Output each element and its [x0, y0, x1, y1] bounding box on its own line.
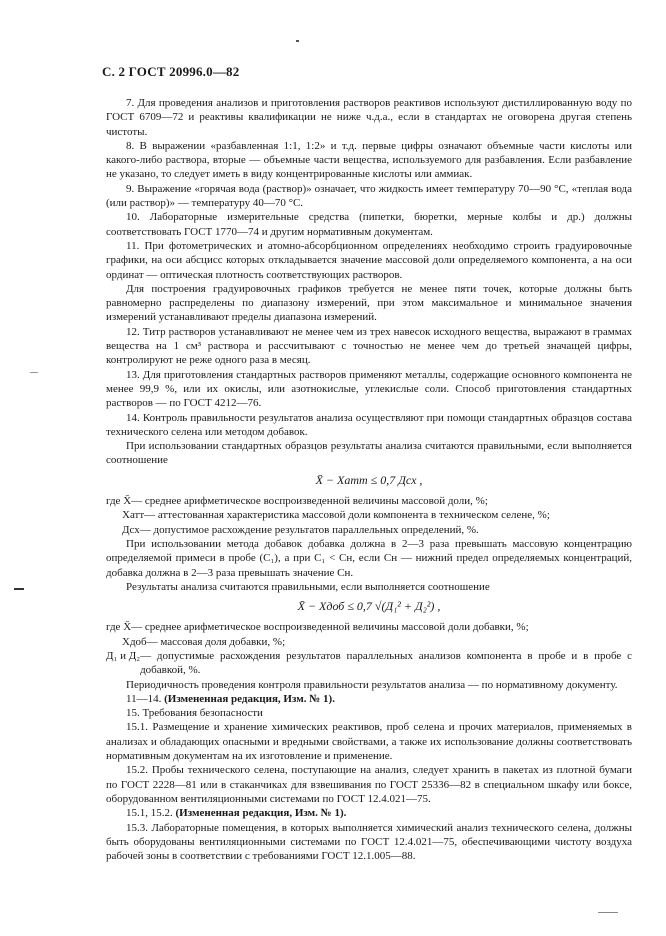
edition-prefix: 15.1, 15.2.: [126, 807, 176, 820]
legend-symbol: Д₁ и Д₂: [106, 649, 141, 662]
edition-change-label: (Измененная редакция, Изм. № 1).: [164, 692, 335, 705]
paragraph-14d: Результаты анализа считаются правильными, если выполняется соотношение: [126, 580, 490, 593]
legend-row: [106, 523, 632, 537]
legend-definition: — допустимые расхождения результатов параллельных анализов компонента в пробе и в пробе с добавкой, %.: [140, 649, 632, 677]
scan-speck: [598, 912, 618, 913]
formula-additive-method: X̄ − Xдоб ≤ 0,7 √(Д₁² + Д₂²) ,: [297, 599, 441, 614]
legend-formula-1: [106, 494, 632, 537]
legend-row: [106, 494, 632, 508]
legend-definition: — допустимое расхождение результатов параллельных определений, %.: [139, 523, 479, 536]
paragraph-8: 8. В выражении «разбавленная 1:1, 1:2» и т.д. первые цифры означают объемные части кислоты или какого-либо раствора, вторые — объемные части вещества, используемого для разбавления. Если разбавление не указано, то следует иметь в виду концентрированные кислоты или аммиак.: [106, 139, 632, 181]
edition-note-15: [106, 806, 632, 820]
formula-standard-samples: X̄ − Xатт ≤ 0,7 Дсх ,: [315, 472, 423, 487]
paragraph-14c: При использовании метода добавок добавка должна в 2—3 раза превышать массовую концентрацию определяемой примеси в пробе (C₁), а при C₁ < Cн, если Cн — нижний предел определяемых концентраций, добавка должна в 2—3 раза превышать значение Cн.: [106, 537, 632, 579]
legend-definition: — аттестованная характеристика массовой доли компонента в техническом селене, %;: [144, 509, 550, 522]
legend-row: [106, 620, 632, 634]
paragraph-11: 11. При фотометрических и атомно-абсорбционном определениях необходимо строить градуировочные графики, на оси абсцисс которых откладывается значение массовой доли определяемого компонента, а на оси ординат — оптическая плотность соответствующих растворов.: [106, 239, 632, 281]
edition-change-label: (Измененная редакция, Изм. № 1).: [175, 807, 347, 820]
page-header: С. 2 ГОСТ 20996.0—82: [102, 64, 240, 79]
paragraph-10: 10. Лабораторные измерительные средства (пипетки, бюретки, мерные колбы и др.) должны соответствовать ГОСТ 1770—74 и другим нормативным документам.: [106, 211, 632, 238]
scan-mark: [14, 588, 24, 590]
paragraph-12: 12. Титр растворов устанавливают не менее чем из трех навесок исходного вещества, выражают в граммах вещества на 1 см³ раствора и рассчитывают с точностью не менее чем до третьей значащей цифры, контролируют не реже одного раза в месяц.: [106, 325, 632, 367]
legend-symbol: Дсх: [122, 523, 140, 536]
paragraph-15-2: 15.2. Пробы технического селена, поступающие на анализ, следует хранить в пакетах из плотной бумаги по ГОСТ 2228—81 или в стаканчиках для взвешивания по ГОСТ 25336—82 в специальном шкафу или боксе, оборудованном вентиляционными системами по ГОСТ 12.4.021—75.: [106, 764, 632, 805]
scan-speck: [30, 372, 38, 373]
paragraph-14e: Периодичность проведения контроля правильности результатов анализа — по нормативному документу.: [126, 678, 618, 691]
paragraph-14: 14. Контроль правильности результатов анализа осуществляют при помощи стандартных образцов состава технического селена или методом добавок.: [106, 411, 632, 438]
legend-row: [106, 508, 632, 522]
legend-symbol: Xатт: [122, 509, 145, 522]
body-text: [106, 96, 632, 863]
legend-symbol: где X̄: [106, 621, 132, 634]
legend-row: [106, 649, 632, 678]
paragraph-11b: Для построения градуировочных графиков требуется не менее пяти точек, которые должны быть равномерно распределены по диапазону измерений, при этом максимальное и минимальное значения измерений устанавливают пределы диапазона измерений.: [106, 282, 632, 324]
paragraph-13: 13. Для приготовления стандартных растворов применяют металлы, содержащие основного компонента не менее 99,9 %, или их окислы, или азотнокислые, углекислые соли. Способ приготовления стандартных растворов — по ГОСТ 4212—76.: [106, 368, 632, 410]
legend-row: [106, 635, 632, 649]
scan-speck: [296, 40, 299, 42]
paragraph-15-3: 15.3. Лабораторные помещения, в которых выполняется химический анализ технического селена, должны быть оборудованы вентиляционными системами по ГОСТ 12.4.021—75, обеспечивающими чистоту воздуха рабочей зоны в соответствии с требованиями ГОСТ 12.1.005—88.: [106, 821, 632, 863]
legend-symbol: где X̄: [106, 495, 132, 508]
section-15-title: 15. Требования безопасности: [126, 707, 263, 720]
edition-prefix: 11—14.: [126, 692, 165, 705]
legend-formula-2: [106, 620, 632, 677]
paragraph-7: 7. Для проведения анализов и приготовления растворов реактивов используют дистиллированную воду по ГОСТ 6709—72 и реактивы квалификации не ниже ч.д.а., если в стандартах не оговорена другая степень чистоты.: [106, 97, 632, 138]
paragraph-15-1: 15.1. Размещение и хранение химических реактивов, проб селена и прочих материалов, применяемых в анализах и обладающих опасными и вредными свойствами, а также их использование должны соответствовать нормативным документам на их изготовление и применение.: [106, 721, 632, 763]
paragraph-14b: При использовании стандартных образцов результаты анализа считаются правильными, если выполняется соотношение: [106, 440, 632, 467]
legend-definition: — массовая доля добавки, %;: [146, 635, 286, 648]
legend-definition: — среднее арифметическое воспроизведенной величины массовой доли добавки, %;: [131, 621, 529, 634]
legend-definition: — среднее арифметическое воспроизведенной величины массовой доли, %;: [131, 495, 488, 508]
legend-symbol: Xдоб: [122, 635, 147, 648]
edition-note-11-14: [106, 692, 632, 706]
paragraph-9: 9. Выражение «горячая вода (раствор)» означает, что жидкость имеет температуру 70—90 °С, «теплая вода (или раствор)» — температуру 40—70 °С.: [106, 182, 632, 210]
